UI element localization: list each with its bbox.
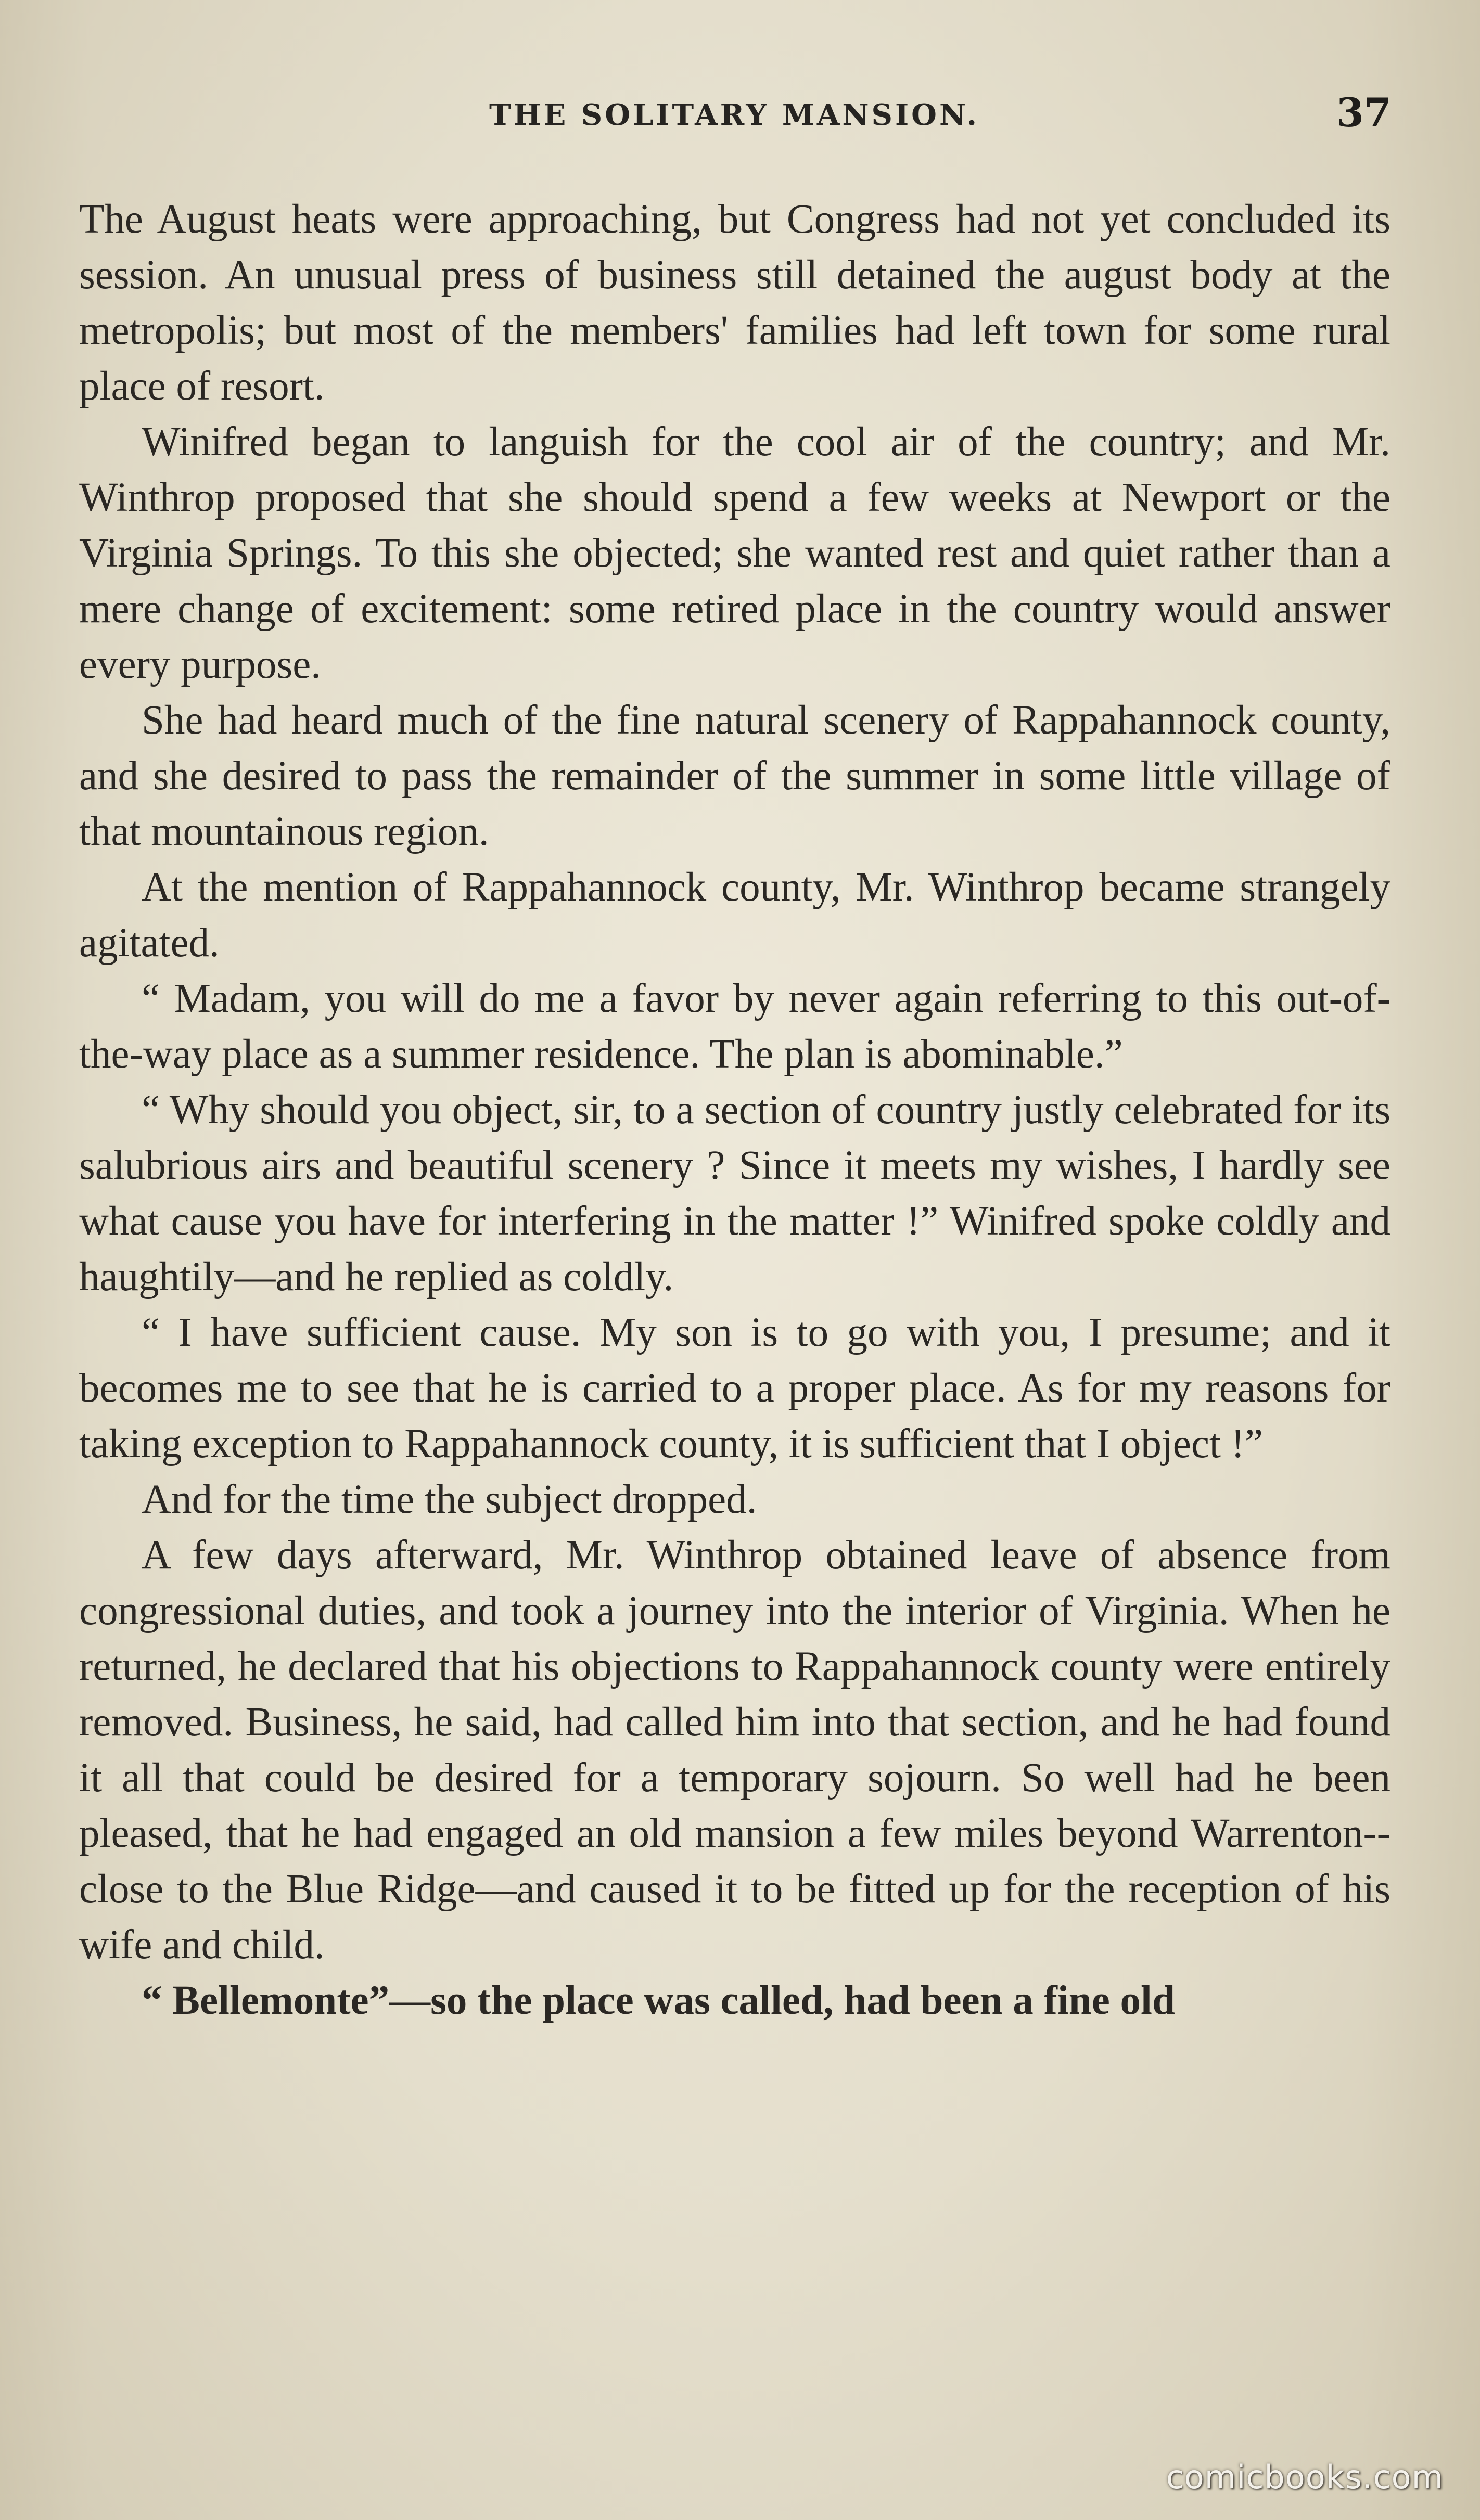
paragraph-8: And for the time the subject dropped. [142,1477,757,1522]
paragraph-3: She had heard much of the fine natural scenery of Rappahannock county, and she desired to pass the remainder of the summer in some little village of that mountainous region. [79,698,1390,854]
page-number: 37 [1336,89,1392,136]
paragraph-9: A few days afterward, Mr. Winthrop obtained leave of absence from congressional duties, and took a journey into the interior of Virginia. When he returned, he declared that his objections to Rappahannock county were entirely removed. Business, he said, had called him into that section, and he had found it all that could be desired for a temporary sojourn. So well had he been pleased, that he had engaged an old mansion a few miles beyond Warrenton--close to the Blue Ridge—and caused it to be fitted up for the reception of his wife and child. [79,1533,1390,1968]
paragraph-1: The August heats were approaching, but Congress had not yet concluded its session. An unusual press of business still detained the august body at the metropolis; but most of the members' families had left town for some rural place of resort. [79,197,1390,409]
running-title: THE SOLITARY MANSION. [489,98,980,132]
paragraph-7: “ I have sufficient cause. My son is to go with you, I presume; and it becomes me to see that he is carried to a proper place. As for my reasons for taking exception to Rappahannock county, it is sufficient that I object !” [79,1310,1390,1467]
paragraph-2: Winifred began to languish for the cool air of the country; and Mr. Winthrop proposed that she should spend a few weeks at Newport or the Virginia Springs. To this she objected; she wanted rest and quiet rather than a mere change of excitement: some retired place in the country would answer every purpose. [79,419,1390,687]
body-text [79,191,1390,2028]
paragraph-5: “ Madam, you will do me a favor by never again referring to this out-of-the-way place as a summer residence. The plan is abominable.” [79,976,1390,1077]
paragraph-10: “ Bellemonte”—so the place was called, had been a fine old [142,1978,1175,2023]
paragraph-4: At the mention of Rappahannock county, Mr. Winthrop became strangely agitated. [79,865,1390,966]
watermark: comicbooks.com [1166,2458,1444,2496]
paragraph-6: “ Why should you object, sir, to a section of country justly celebrated for its salubrious airs and beautiful scenery ? Since it meets my wishes, I hardly see what cause you have for interfering in the matter !” Winifred spoke coldly and haughtily—and he replied as coldly. [79,1087,1390,1300]
